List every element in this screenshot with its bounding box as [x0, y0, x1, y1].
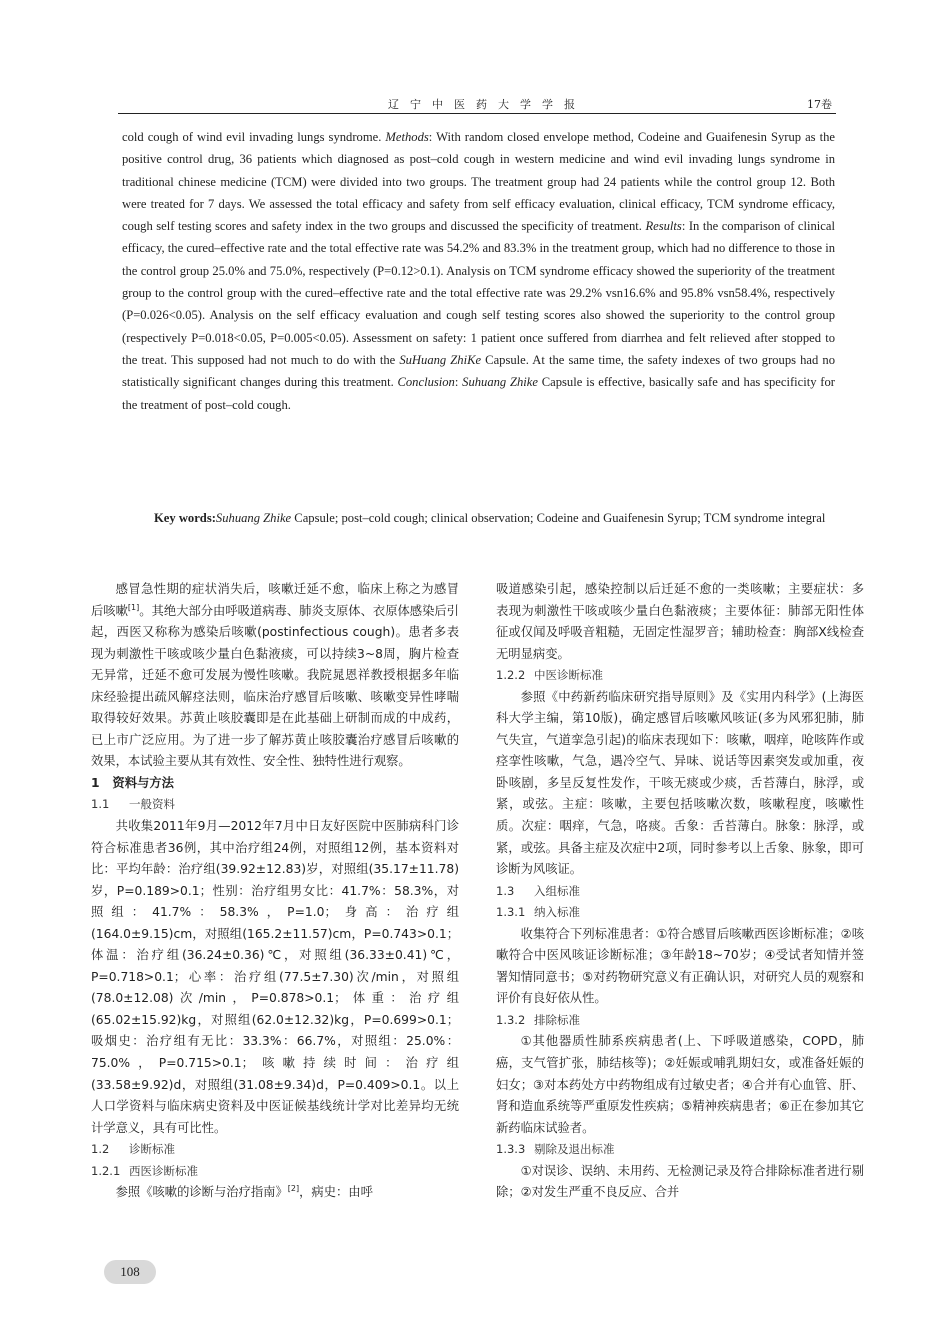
keywords-drug: Suhuang Zhike [215, 511, 292, 525]
tcm-criteria-paragraph: 参照《中药新药临床研究指导原则》及《实用内科学》(上海医科大学主编，第10版)，确定感冒后咳嗽风咳证(多为风邪犯肺，肺气失宣，气道挛急引起)的临床表现如下：咳嗽，咽痒，呛咳阵作或痉挛性咳嗽，气急，遇冷空气、异味、说话等因素突发或加重，夜卧咳剧，多呈反复性发作，干咳无痰或少痰，舌苔薄白，脉浮，或紧，或弦。主症：咳嗽，主要包括咳嗽次数，咳嗽程度，咳嗽性质。次症：咽痒，气急，咯痰。舌象：舌苔薄白。脉象：脉浮，或紧，或弦。具备主症及次症中2项，同时参考以上舌象、脉象，即可诊断为风咳证。 [496, 689, 864, 877]
keywords [122, 507, 835, 529]
section-heading-1-3-3: 1.3.3 剔除及退出标准 [496, 1142, 615, 1157]
section-heading-1-1: 1.1 一般资料 [91, 797, 175, 812]
section-heading-1-2: 1.2 诊断标准 [91, 1142, 175, 1157]
left-column [91, 579, 459, 1204]
exclusion-paragraph: ①其他器质性肺系疾病患者(上、下呼吸道感染，COPD，肺癌，支气管扩张，肺结核等)；②妊娠或哺乳期妇女，或准备妊娠的妇女；③对本药处方中药物组成有过敏史者；④合并有心血管、肝、肾和造血系统等严重原发性疾病；⑤精神疾病患者；⑥正在参加其它新药临床试验者。 [496, 1034, 864, 1135]
abstract-paragraph: cold cough of wind evil invading lungs syndrome. Methods: With random closed envelope method, Codeine and Guaifenesin Syrup as the positive control drug, 36 patients which diagnosed as post–cold cough in western medicine and wind evil invading lungs syndrome in traditional chinese medicine (TCM) were divided into two groups. The treatment group had 24 patients while the control group 12. Both were treated for 7 days. We assessed the total efficacy and safety from self efficacy evaluation, clinical efficacy, TCM syndrome efficacy, cough self testing scores and safety index in the two groups and discussed the specificity of treatment. Results: In the comparison of clinical efficacy, the cured–effective rate and the total effective rate was 54.2% and 83.3% in the treatment group, which had no difference to those in the control group 25.0% and 75.0%, respectively (P=0.12>0.1). Analysis on TCM syndrome efficacy showed the superiority of the treatment group to the control group with the cured–effective rate and the total effective rate was 29.2% vsn16.6% and 95.8% vsn58.4%, respectively (P=0.026<0.05). Analysis on the self efficacy evaluation and cough self testing scores also showed the superiority to the control group (respectively P=0.018<0.05, P=0.005<0.05). Assessment on safety: 1 patient once suffered from diarrhea and felt relieved after stopped to the treat. This supposed had not much to do with the SuHuang ZhiKe Capsule. At the same time, the safety indexes of two groups had no statistically significant changes during this treatment. Conclusion: Suhuang Zhike Capsule is effective, basically safe and has specificity for the treatment of post–cold cough. [122, 130, 835, 412]
conclusion-label: Conclusion [397, 375, 455, 390]
general-data-paragraph: 共收集2011年9月—2012年7月中日友好医院中医肺病科门诊符合标准患者36例，其中治疗组24例，对照组12例，基本资料对比：平均年龄：治疗组(39.92±12.83)岁，对照组(35.17±11.78)岁，P=0.189>0.1；性别：治疗组男女比：41.7%：58.3%，对照组：41.7%：58.3%，P=1.0；身高：治疗组(164.0±9.15)cm，对照组(165.2±11.57)cm，P=0.743>0.1；体温：治疗组(36.24±0.36)℃，对照组(36.33±0.41)℃，P=0.718>0.1；心率：治疗组(77.5±7.30)次/min，对照组(78.0±12.08)次/min，P=0.878>0.1；体重：治疗组(65.02±15.92)kg，对照组(62.0±12.32)kg，P=0.699>0.1；吸烟史：治疗组有无比：33.3%：66.7%，对照组：25.0%：75.0%，P=0.715>0.1；咳嗽持续时间：治疗组(33.58±9.92)d，对照组(31.08±9.34)d，P=0.409>0.1。以上人口学资料与临床病史资料及中医证候基线统计学对比差异均无统计学意义，具有可比性。 [91, 819, 459, 1135]
section-heading-1-3-2: 1.3.2 排除标准 [496, 1012, 580, 1027]
running-header [118, 88, 836, 114]
page-number: 108 [104, 1260, 156, 1284]
section-heading-1-3-1: 1.3.1 纳入标准 [496, 905, 580, 920]
inclusion-paragraph: 收集符合下列标准患者：①符合感冒后咳嗽西医诊断标准；②咳嗽符合中医风咳证诊断标准；③年龄18~70岁；④受试者知情并签署知情同意书；⑤对药物研究意义有正确认识，对研究人员的观察和评价有良好依从性。 [496, 926, 864, 1006]
keywords-text: Capsule; post–cold cough; clinical observation; Codeine and Guaifenesin Syrup; TCM syndrome integral [291, 511, 826, 525]
results-label: Results [645, 219, 682, 234]
volume-label: 17卷 [807, 98, 832, 111]
section-heading-1-2-1: 1.2.1 西医诊断标准 [91, 1163, 198, 1178]
western-criteria-paragraph: 参照《咳嗽的诊断与治疗指南》[2]，病史：由呼 [115, 1184, 373, 1200]
intro-paragraph: 感冒急性期的症状消失后，咳嗽迁延不愈，临床上称之为感冒后咳嗽[1]。其绝大部分由呼吸道病毒、肺炎支原体、衣原体感染后引起，西医又称称为感染后咳嗽(postinfectious cough)。患者多表现为刺激性干咳或咳少量白色黏液痰，可以持续3~8周，胸片检查无异常，迁延不愈可发展为慢性咳嗽。我院晁恩祥教授根据多年临床经验提出疏风解痉法则，临床治疗感冒后咳嗽、咳嗽变异性哮喘取得较好效果。苏黄止咳胶囊即是在此基础上研制而成的中成药，已上市广泛应用。为了进一步了解苏黄止咳胶囊治疗感冒后咳嗽的效果，本试验主要从其有效性、安全性、独特性进行观察。 [91, 582, 459, 769]
journal-title: 辽宁中医药大学学报 [388, 98, 586, 111]
section-heading-1: 1 资料与方法 [91, 775, 174, 790]
withdrawal-paragraph: ①对误诊、误纳、未用药、无检测记录及符合排除标准者进行剔除；②对发生严重不良反应、合并 [496, 1163, 864, 1200]
drug-name-2: Suhuang Zhike [462, 375, 538, 390]
section-heading-1-2-2: 1.2.2 中医诊断标准 [496, 668, 603, 683]
section-heading-1-3: 1.3 入组标准 [496, 883, 580, 898]
english-abstract [122, 126, 835, 416]
keywords-label: Key words: [154, 511, 216, 525]
right-column [496, 579, 864, 1204]
methods-label: Methods [385, 130, 429, 144]
western-criteria-continued: 吸道感染引起，感染控制以后迁延不愈的一类咳嗽；主要症状：多表现为刺激性干咳或咳少量白色黏液痰；主要体征：肺部无阳性体征或仅闻及呼吸音粗糙，无固定性湿罗音；辅助检查：胸部X线检查无明显病变。 [496, 582, 864, 661]
drug-name: SuHuang ZhiKe [399, 352, 482, 367]
